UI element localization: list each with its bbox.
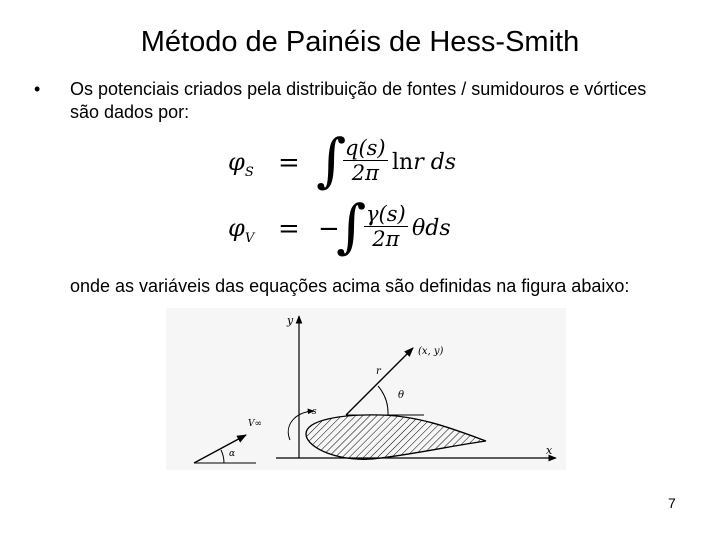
bullet-text: Os potenciais criados pela distribuição de fontes / sumidouros e vórtices são dados por:: [70, 79, 647, 122]
eq1-tail: [392, 150, 456, 175]
point-label: (x, y): [418, 346, 444, 357]
eq2-numerator: γ(s): [366, 202, 406, 226]
eq1-numerator: q(s): [345, 136, 386, 160]
eq2-lhs: [228, 214, 254, 246]
eq2-subscript: V: [244, 230, 255, 246]
freestream-label: V∞: [248, 419, 262, 429]
eq1-equals: =: [278, 148, 300, 178]
figure-intro-text: onde as variáveis das equações acima são definidas na figura abaixo:: [70, 276, 630, 296]
y-axis-label: y: [287, 314, 294, 327]
s-label: s: [312, 407, 317, 417]
eq2-denominator: 2π: [372, 227, 400, 251]
eq2-equals: =: [278, 214, 300, 244]
alpha-label: α: [229, 449, 236, 459]
eq1-rds: r ds: [413, 150, 457, 175]
theta-label: θ: [398, 390, 405, 401]
airfoil-diagram: [166, 308, 566, 470]
eq2-integral-sign: ∫: [336, 192, 367, 260]
eq2-fraction: [364, 202, 408, 251]
eq1-subscript: S: [244, 164, 254, 180]
eq2-tail: [412, 216, 451, 241]
eq1-integral-sign: ∫: [316, 126, 347, 194]
eq2-minus: −: [318, 214, 340, 244]
bullet-icon: •: [34, 79, 41, 99]
eq1-phi: φ: [228, 148, 245, 176]
eq1-ln: ln: [392, 150, 414, 175]
eq1-lhs: [228, 148, 254, 180]
eq1-fraction: [343, 136, 388, 185]
eq2-phi: φ: [228, 214, 245, 242]
page-number: 7: [668, 495, 676, 511]
eq2-thetads: θds: [412, 216, 451, 241]
slide-title: Método de Painéis de Hess-Smith: [140, 26, 580, 58]
r-label: r: [376, 366, 381, 377]
eq1-denominator: 2π: [351, 161, 379, 185]
x-axis-label: x: [546, 444, 553, 457]
